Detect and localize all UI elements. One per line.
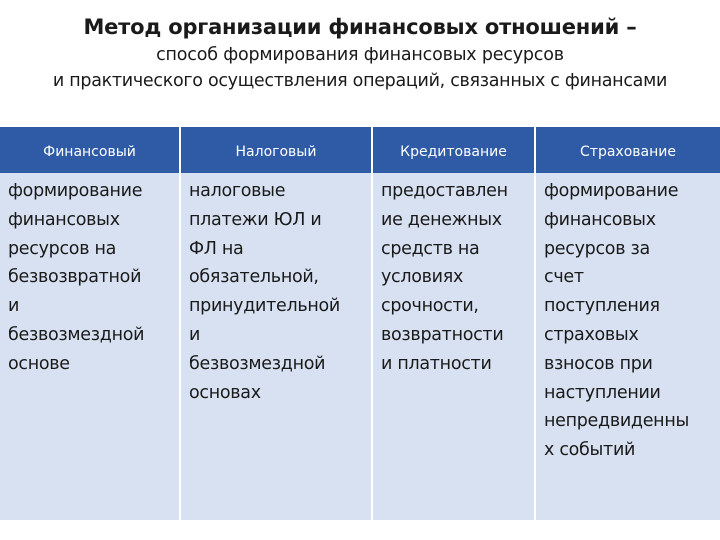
header-credit: Кредитование [373,127,534,173]
header-tax: Налоговый [181,127,371,173]
cell-credit: предоставлен ие денежных средств на условиях срочности, возвратности и платности [373,173,534,520]
header-financial: Финансовый [0,127,179,173]
methods-table [0,127,720,520]
slide-title [0,12,720,93]
header-insurance: Страхование [536,127,720,173]
title-subheading-line1: способ формирования финансовых ресурсов [156,45,564,65]
cell-tax: налоговые платежи ЮЛ и ФЛ на обязательной, принудительной и безвозмездной основах [181,173,371,520]
title-subheading-line2: и практического осуществления операций, связанных с финансами [52,71,668,91]
title-heading: Метод организации финансовых отношений – [83,15,637,39]
cell-financial: формирование финансовых ресурсов на безвозвратной и безвозмездной основе [0,173,179,520]
cell-insurance: формирование финансовых ресурсов за счет поступления страховых взносов при наступлении непредвиденны х событий [536,173,720,520]
